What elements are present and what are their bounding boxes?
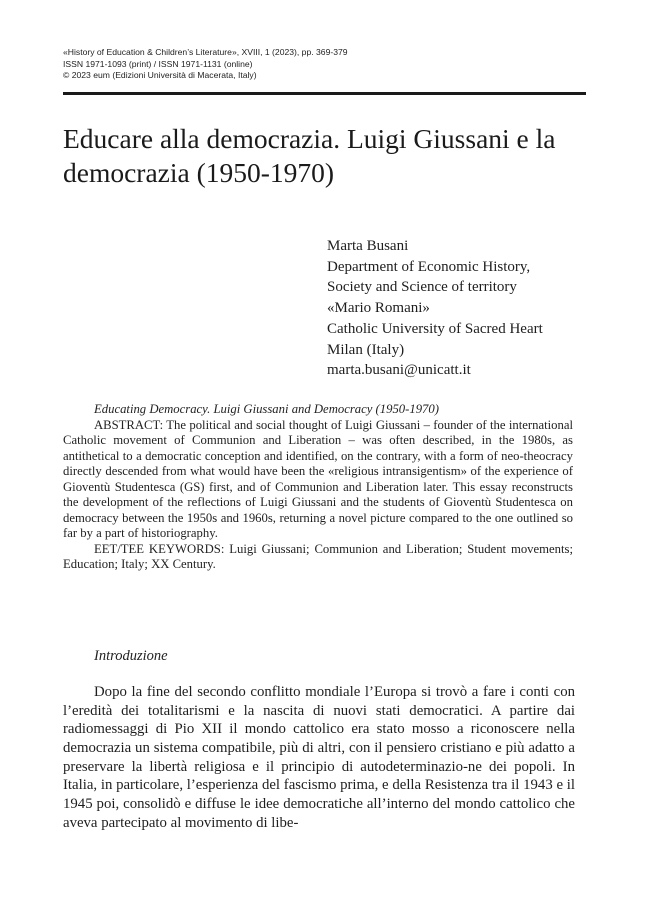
author-name: Marta Busani <box>327 238 409 254</box>
body-paragraph: Dopo la fine del secondo conflitto mondiale l’Europa si trovò a fare i conti con l’eredità dei totalitarismi e la nascita di nuovi stati democratici. A partire dai radiomessaggi di Pio XII il mondo cattolico era stato mosso a riconoscere nella democrazia un sistema compatibile, più di altri, con il pensiero cristiano e più adatto a preservare la libertà religiosa e il principio di autodeterminazio-ne dei popoli. In Italia, in particolare, l’esperienza del fascismo prima, e della Resistenza tra il 1943 e il 1945 poi, consolidò e diffuse le idee democratiche all’interno del mondo cattolico che aveva partecipato al movimento di libe- <box>63 684 575 831</box>
journal-issn: ISSN 1971-1093 (print) / ISSN 1971-1131 (online) <box>63 58 253 69</box>
author-block <box>327 236 597 381</box>
author-email[interactable]: marta.busani@unicatt.it <box>327 362 471 379</box>
header-rule <box>63 92 586 95</box>
article-title: Educare alla democrazia. Luigi Giussani e la democrazia (1950-1970) <box>63 123 556 188</box>
abstract-text: ABSTRACT: The political and social thought of Luigi Giussani – founder of the international Catholic movement of Communion and Liberation – was often described, in the 1980s, as antithetical to a democratic conception and identified, on the contrary, with a form of neo-theocracy directly descended from what would have been the «religious intransigentism» of the experience of Gioventù Studentesca (GS) first, and of Communion and Liberation later. This essay reconstructs the development of the reflections of Luigi Giussani and the students of Gioventù Studentesca on democracy between the 1950s and 1960s, returning a novel picture compared to the one outlined so far by a part of historiography. <box>63 417 573 540</box>
affiliation-line: Milan (Italy) <box>327 341 405 358</box>
english-title: Educating Democracy. Luigi Giussani and Democracy (1950-1970) <box>94 402 439 416</box>
journal-copyright: © 2023 eum (Edizioni Università di Macerata, Italy) <box>63 70 257 81</box>
journal-citation: «History of Education & Children’s Literature», XVIII, 1 (2023), pp. 369-379 <box>63 47 348 57</box>
keywords: EET/TEE KEYWORDS: Luigi Giussani; Communion and Liberation; Student movements; Education; Italy; XX Century. <box>63 541 573 571</box>
affiliation-line: Department of Economic History, <box>327 258 531 275</box>
abstract-block <box>63 402 573 573</box>
affiliation-line: Catholic University of Sacred Heart <box>327 320 543 337</box>
affiliation-line: Society and Science of territory <box>327 279 517 296</box>
section-heading: Introduzione <box>94 648 168 664</box>
journal-header <box>63 47 583 82</box>
affiliation-line: «Mario Romani» <box>327 300 430 317</box>
